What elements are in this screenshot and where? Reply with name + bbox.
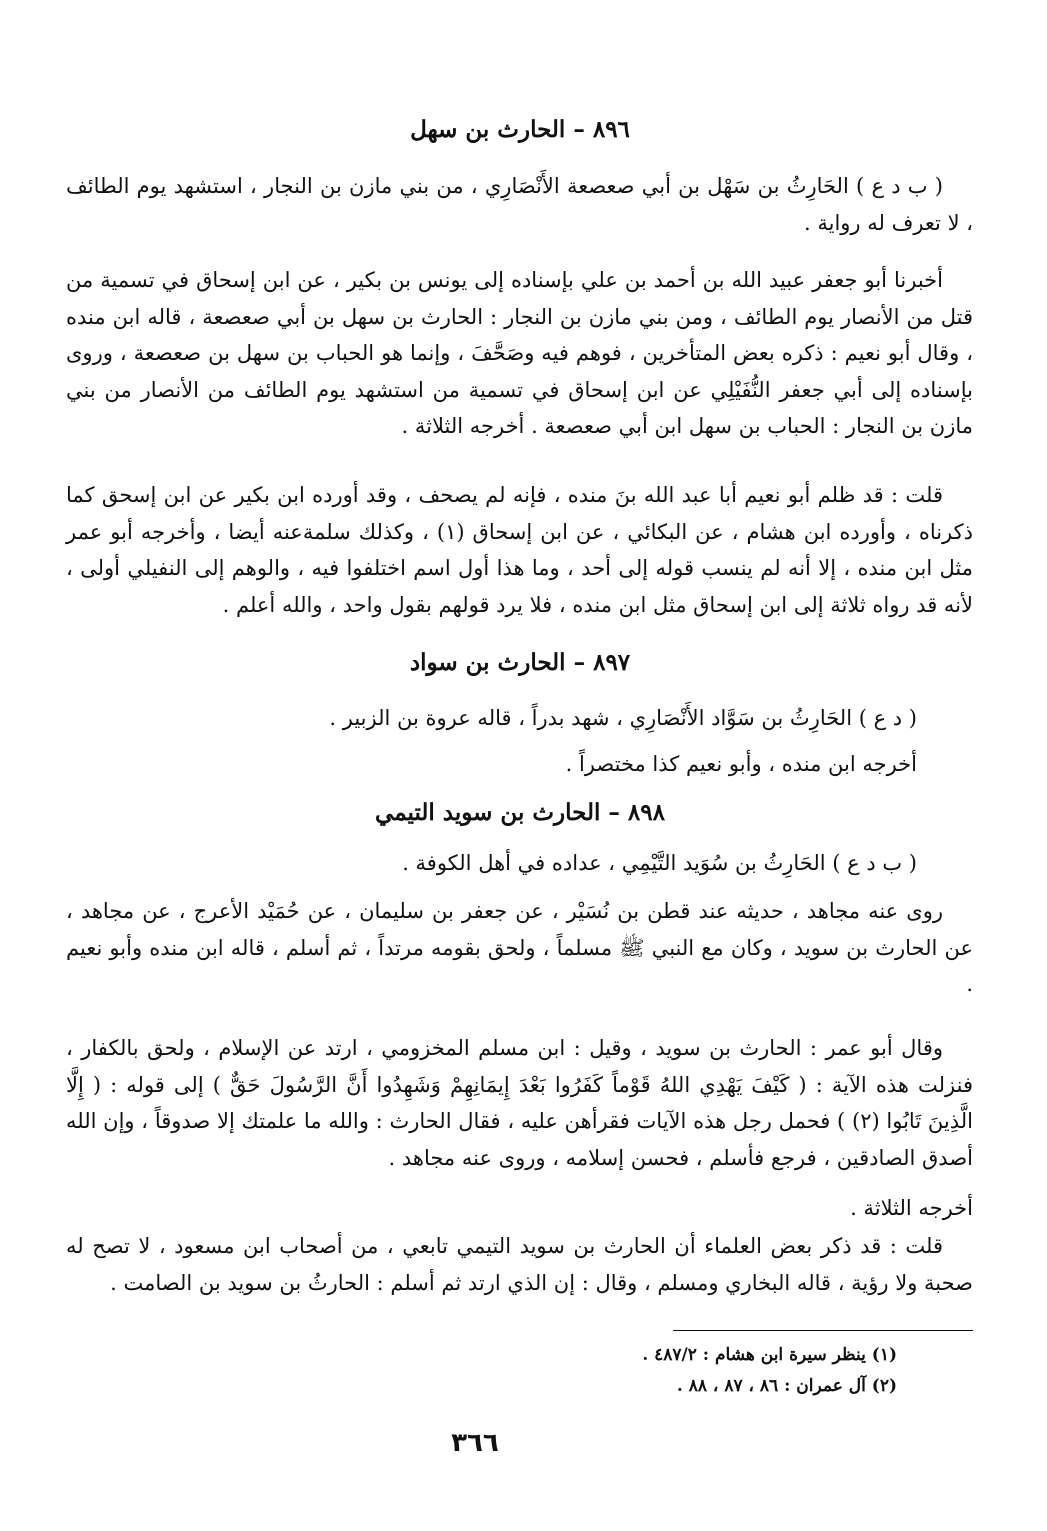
entry-896-narration: أخبرنا أبو جعفر عبيد الله بن أحمد بن علي بإسناده إلى يونس بن بكير ، عن ابن إسحاق في تسمية من قتل من الأنصار يوم الطائف ، ومن بني مازن بن النجار : الحارث بن سهل بن أبي صعصعة ، قاله ابن منده ، وقال أبو نعيم : ذكره بعض المتأخرين ، فوهم فيه وصَحَّفَ ، وإنما هو الحباب بن سهل بن صعصعة ، وروى بإسناده إلى أبي جعفر النُّفَيْلِي عن ابن إسحاق في تسمية من استشهد يوم الطائف من الأنصار من بني مازن بن النجار : الحباب بن سهل ابن أبي صعصعة . أخرجه الثلاثة . [66,268,973,438]
entry-897-source: أخرجه ابن منده ، وأبو نعيم كذا مختصراً . [565,752,917,776]
entry-898-abu-umar: وقال أبو عمر : الحارث بن سويد ، وقيل : ابن مسلم المخزومي ، ارتد عن الإسلام ، ولحق بالكفار ، فنزلت هذه الآية : ( كَيْفَ يَهْدِي اللهُ قَوْماً كَفَرُوا بَعْدَ إِيمَانِهِمْ وَشَهِدُوا أَنَّ الرَّسُولَ حَقٌّ ) إلى قوله : ( إِلَّا الَّذِينَ تَابُوا (٢) ) فحمل رجل هذه الآيات فقرأهن عليه ، فقال الحارث : والله ما علمتك إلا صدوقاً ، وإن الله أصدق الصادقين ، فرجع فأسلم ، فحسن إسلامه ، وروى عنه مجاهد . [66,1036,973,1170]
footnote-1: (١) ينظر سيرة ابن هشام : ٤٨٧/٢ . [642,1345,897,1365]
entry-898-title: ٨٩٨ – الحارث بن سويد التيمي [375,799,665,826]
footnote-2: (٢) آل عمران : ٨٦ ، ٨٧ ، ٨٨ . [676,1376,897,1396]
entry-898-commentary: قلت : قد ذكر بعض العلماء أن الحارث بن سويد التيمي تابعي ، من أصحاب ابن مسعود ، لا تصح له صحبة ولا رؤية ، قاله البخاري ومسلم ، وقال : إن الذي ارتد ثم أسلم : الحارثُ بن سويد بن الصامت . [66,1234,973,1295]
entry-898-source: أخرجه الثلاثة . [850,1196,973,1220]
entry-897-title: ٨٩٧ – الحارث بن سواد [409,649,631,676]
entry-898-intro: ( ب د ع ) الحَارِثُ بن سُوَيد التَّيْمِي ، عداده في أهل الكوفة . [402,851,917,875]
footnote-divider [673,1330,973,1331]
entry-896-intro: ( ب د ع ) الحَارِثُ بن سَهْل بن أبي صعصعة الأَنْصَارِي ، من بني مازن بن النجار ، استشهد يوم الطائف ، لا تعرف له رواية . [66,174,973,235]
footnotes [470,1340,897,1402]
entry-897-intro: ( د ع ) الحَارِثُ بن سَوَّاد الأَنْصَارِي ، شهد بدراً ، قاله عروة بن الزبير . [329,706,917,730]
entry-896-title: ٨٩٦ – الحارث بن سهل [410,116,630,143]
page-number: ٣٦٦ [451,1428,499,1458]
entry-898-narration: روى عنه مجاهد ، حديثه عند قطن بن نُسَيْر ، عن جعفر بن سليمان ، عن حُمَيْد الأعرج ، عن مجاهد ، عن الحارث بن سويد ، وكان مع النبي ﷺ مسلماً ، ولحق بقومه مرتداً ، ثم أسلم ، قاله ابن منده وأبو نعيم . [66,899,973,996]
entry-896-commentary: قلت : قد ظلم أبو نعيم أبا عبد الله بنَ منده ، فإنه لم يصحف ، وقد أورده ابن بكير عن ابن إسحق كما ذكرناه ، وأورده ابن هشام ، عن البكائي ، عن ابن إسحاق (١) ، وكذلك سلمةعنه أيضا ، وأخرجه أبو عمر مثل ابن منده ، إلا أنه لم ينسب قوله إلى أحد ، وما هذا أول اسم اختلفوا فيه ، والوهم إلى النفيلي أولى ، لأنه قد رواه ثلاثة إلى ابن إسحاق مثل ابن منده ، فلا يرد قولهم بقول واحد ، والله أعلم . [66,483,973,617]
